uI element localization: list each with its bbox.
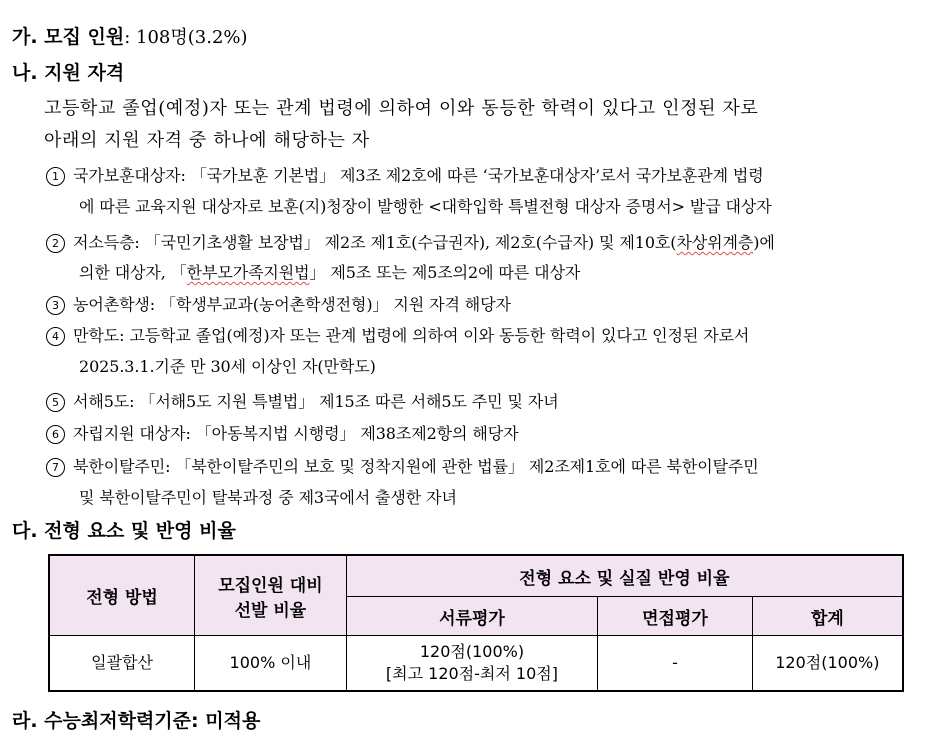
section-eligibility-title: 나. 지원 자격: [12, 62, 125, 84]
spellcheck-underlined-text: 한부모가족지원법: [186, 263, 310, 282]
header-selection-ratio: [195, 555, 347, 636]
eligibility-item: [46, 454, 759, 477]
item-text: 자립지원 대상자: 「아동복지법 시행령」 제38조제2항의 해당자: [73, 424, 519, 443]
eligibility-item: [46, 323, 749, 346]
header-selection-ratio-line: 선발 비율: [234, 600, 307, 621]
item-number-badge: 6: [46, 425, 65, 444]
item-number-badge: 7: [46, 458, 65, 477]
eligibility-item: [46, 292, 511, 315]
item-text: 농어촌학생: 「학생부교과(농어촌학생전형)」 지원 자격 해당자: [73, 295, 511, 314]
header-elements-ratio: 전형 요소 및 실질 반영 비율: [346, 555, 903, 597]
section-csat-minimum: 라. 수능최저학력기준: 미적용: [12, 710, 261, 732]
item-text-continued: 에 따른 교육지원 대상자로 보훈(지)청장이 발행한 <대학입학 특별전형 대상자 증명서> 발급 대상자: [79, 197, 772, 216]
item-text-continued: [79, 260, 580, 283]
item-number-badge: 5: [46, 393, 65, 412]
eligibility-intro-line: 고등학교 졸업(예정)자 또는 관계 법령에 의하여 이와 동등한 학력이 있다고 인정된 자로: [44, 98, 759, 119]
eligibility-intro-line: 아래의 지원 자격 중 하나에 해당하는 자: [44, 130, 370, 151]
eligibility-item: [46, 230, 775, 253]
item-text-continued: 2025.3.1.기준 만 30세 이상인 자(만학도): [79, 357, 376, 376]
header-method: 전형 방법: [49, 555, 195, 636]
eligibility-item: [46, 163, 764, 186]
item-text: 만학도: 고등학교 졸업(예정)자 또는 관계 법령에 의하여 이와 동등한 학력이 있다고 인정된 자로서: [73, 326, 750, 345]
cell-total: 120점(100%): [752, 636, 903, 692]
selection-ratio-table: [48, 554, 904, 692]
section-selection-elements-title: 다. 전형 요소 및 반영 비율: [12, 520, 236, 542]
item-number-badge: 4: [46, 327, 65, 346]
section-recruitment-count: [12, 22, 248, 49]
header-document-evaluation: 서류평가: [346, 597, 597, 636]
header-total: 합계: [752, 597, 903, 636]
cell-interview-evaluation: -: [598, 636, 753, 692]
cell-document-evaluation: [346, 636, 597, 692]
cell-method: 일괄합산: [49, 636, 195, 692]
eligibility-item: [46, 421, 518, 444]
item-number-badge: 3: [46, 296, 65, 315]
item-text: 」 제5조 또는 제5조의2에 따른 대상자: [309, 263, 581, 282]
item-text: 저소득층: 「국민기초생활 보장법」 제2조 제1호(수급권자), 제2호(수급자) 및 제10호(: [73, 233, 677, 252]
cell-document-range: [최고 120점-최저 10점]: [385, 664, 558, 683]
header-interview-evaluation: 면접평가: [598, 597, 753, 636]
table-row: [49, 636, 903, 692]
header-selection-ratio-line: 모집인원 대비: [218, 575, 323, 596]
item-text: 국가보훈대상자: 「국가보훈 기본법」 제3조 제2호에 따른 ‘국가보훈대상자’로서 국가보훈관계 법령: [73, 166, 764, 185]
item-number-badge: 2: [46, 234, 65, 253]
item-text: )에: [753, 233, 775, 252]
eligibility-item: [46, 389, 559, 412]
cell-selection-ratio: 100% 이내: [195, 636, 347, 692]
recruitment-count-value: : 108명(3.2%): [124, 27, 248, 48]
item-number-badge: 1: [46, 167, 65, 186]
cell-document-score: 120점(100%): [419, 642, 525, 661]
item-text: 서해5도: 「서해5도 지원 특별법」 제15조 따른 서해5도 주민 및 자녀: [73, 392, 559, 411]
section-label: 가. 모집 인원: [12, 26, 125, 48]
item-text-continued: 및 북한이탈주민이 탈북과정 중 제3국에서 출생한 자녀: [79, 488, 457, 507]
item-text: 의한 대상자, 「: [79, 263, 187, 282]
item-text: 북한이탈주민: 「북한이탈주민의 보호 및 정착지원에 관한 법률」 제2조제1호에 따른 북한이탈주민: [73, 457, 759, 476]
spellcheck-underlined-text: 차상위계층: [676, 233, 754, 252]
